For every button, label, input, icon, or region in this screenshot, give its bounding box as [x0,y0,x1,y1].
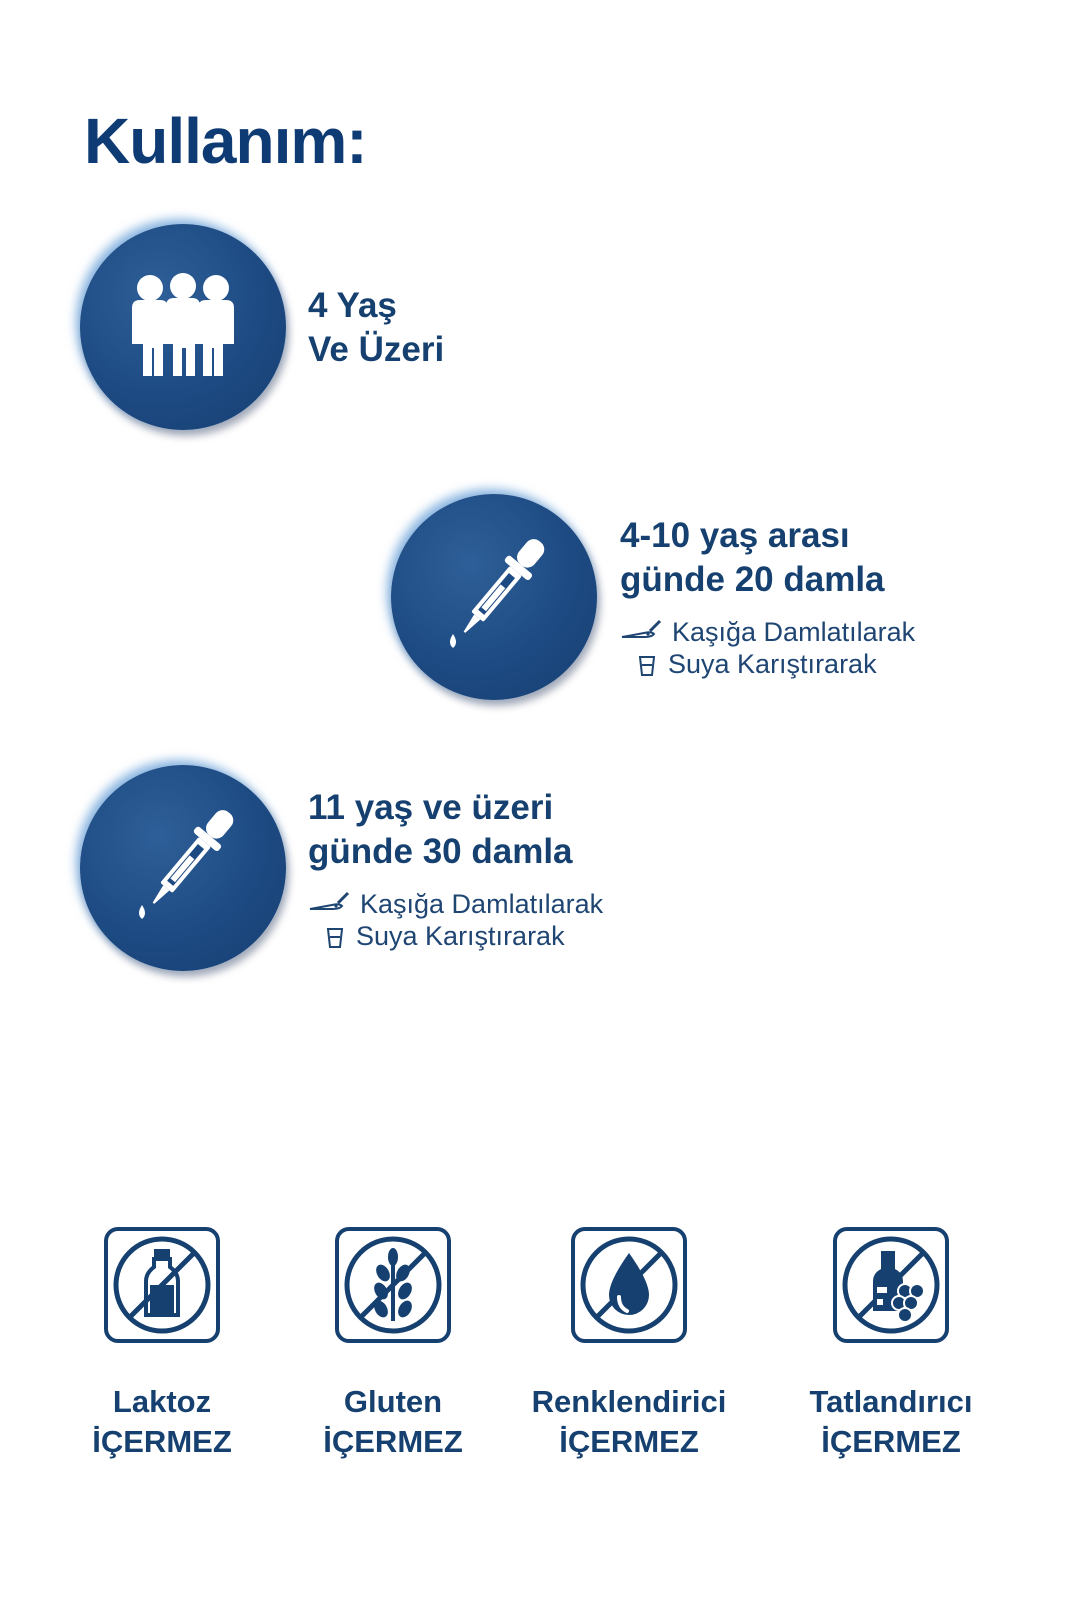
people-group-icon [80,224,286,430]
badge-status: İÇERMEZ [821,1424,961,1459]
glass-icon [324,923,346,949]
method-water [308,920,603,952]
method-water [620,648,915,680]
dose-young-text [620,514,915,680]
page-title: Kullanım: [84,105,367,177]
dose-young-line-2: günde 20 damla [620,560,885,599]
badge-status: İÇERMEZ [323,1424,463,1459]
no-wheat-icon [335,1227,451,1343]
method-water-label: Suya Karıştırarak [668,649,877,679]
badge-label-lactose [32,1382,292,1462]
badge-label-gluten [263,1382,523,1462]
method-spoon [620,616,915,648]
dose-young-line-1: 4-10 yaş arası [620,516,850,555]
badge-status: İÇERMEZ [559,1424,699,1459]
spoon-dropper-icon [620,619,666,645]
age-line-1: 4 Yaş [308,286,397,325]
badge-label-sweetener [761,1382,1021,1462]
badge-name: Renklendirici [531,1384,727,1419]
spoon-dropper-icon [308,891,354,917]
dose-older-line-1: 11 yaş ve üzeri [308,788,554,827]
badge-name: Laktoz [112,1384,212,1419]
method-water-label: Suya Karıştırarak [356,921,565,951]
no-sweetener-icon [833,1227,949,1343]
dropper-icon [391,494,597,700]
badge-label-colorant [499,1382,759,1462]
age-line-2: Ve Üzeri [308,330,445,369]
dose-older-text [308,786,603,952]
badge-status: İÇERMEZ [92,1424,232,1459]
no-milk-icon [104,1227,220,1343]
method-spoon-label: Kaşığa Damlatılarak [672,617,916,647]
badge-name: Tatlandırıcı [809,1384,973,1419]
age-text [308,284,444,372]
method-spoon [308,888,603,920]
dose-older-line-2: günde 30 damla [308,832,573,871]
badge-name: Gluten [343,1384,443,1419]
no-colorant-icon [571,1227,687,1343]
glass-icon [636,651,658,677]
method-spoon-label: Kaşığa Damlatılarak [360,889,604,919]
dropper-icon [80,765,286,971]
